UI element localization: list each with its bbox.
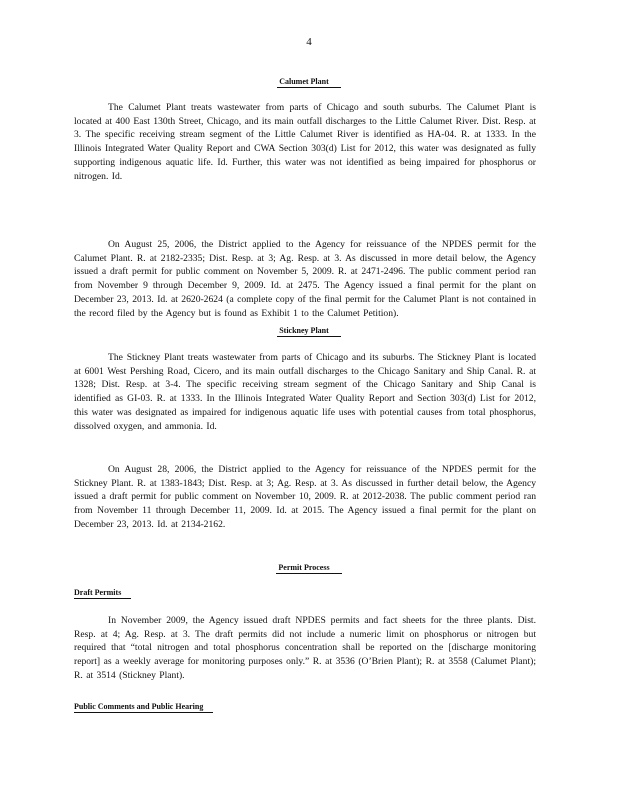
paragraph-calumet-2: On August 25, 2006, the District applied to the Agency for reissuance of the NPDES permit for the Calumet Plant. R. at 2182-2335; Dist. Resp. at 3; Ag. Resp. at 3. As discussed in more detail below, the Agency issued a draft permit for public comment on November 5, 2009. R. at 2471-2496. The public comment period ran from November 9 through December 9, 2009. Id. at 2475. The Agency issued a final permit for the plant on December 23, 2013. Id. at 2620-2624 (a complete copy of the final permit for the Calumet Plant is not contained in the record filed by the Agency but is found as Exhibit 1 to the Calumet Petition). (74, 239, 536, 319)
paragraph-calumet-1: The Calumet Plant treats wastewater from parts of Chicago and south suburbs. The Calumet Plant is located at 400 East 130th Street, Chicago, and its main outfall discharges to the Little Calumet River. Dist. Resp. at 3. The specific receiving stream segment of the Little Calumet River is identified as HA-04. R. at 1333. In the Illinois Integrated Water Quality Report and CWA Section 303(d) List for 2012, this water was designated as fully supporting indigenous aquatic life. Id. Further, this water was not identified as being impaired for phosphorus or nitrogen. Id. (74, 102, 536, 182)
heading-text: Calumet Plant (277, 77, 341, 88)
heading-text: Public Comments and Public Hearing (74, 702, 213, 713)
section-heading-stickney (0, 326, 618, 335)
page-number: 4 (306, 36, 312, 48)
paragraph-draft-permits-1: In November 2009, the Agency issued draft NPDES permits and fact sheets for the three plants. Dist. Resp. at 4; Ag. Resp. at 3. The draft permits did not include a numeric limit on phosphorus or nitrogen but required that “total nitrogen and total phosphorus concentration shall be reported on the [discharge monitoring report] as a weekly average for monitoring purposes only.” R. at 3536 (O’Brien Plant); R. at 3558 (Calumet Plant); R. at 3514 (Stickney Plant). (74, 615, 536, 681)
subheading-draft-permits (74, 588, 131, 597)
heading-text: Draft Permits (74, 588, 131, 599)
section-heading-permit-process (0, 563, 618, 572)
paragraph-stickney-2: On August 28, 2006, the District applied to the Agency for reissuance of the NPDES permit for the Stickney Plant. R. at 1383-1843; Dist. Resp. at 3; Ag. Resp. at 3. As discussed in further detail below, the Agency issued a draft permit for public comment on November 10, 2009. R. at 2012-2038. The public comment period ran from November 11 through December 11, 2009. Id. at 2015. The Agency issued a final permit for the plant on December 23, 2013. Id. at 2134-2162. (74, 464, 536, 530)
paragraph-stickney-1: The Stickney Plant treats wastewater from parts of Chicago and its suburbs. The Stickney Plant is located at 6001 West Pershing Road, Cicero, and its main outfall discharges to the Chicago Sanitary and Ship Canal. R. at 1328; Dist. Resp. at 3-4. The specific receiving stream segment of the Chicago Sanitary and Ship Canal is identified as GI-03. R. at 1333. In the Illinois Integrated Water Quality Report and Section 303(d) List for 2012, this water was designated as impaired for indigenous aquatic life uses with potential causes from total phosphorus, dissolved oxygen, and ammonia. Id. (74, 352, 536, 432)
heading-text: Permit Process (276, 563, 341, 574)
subheading-public-comments (74, 702, 213, 711)
heading-text: Stickney Plant (277, 326, 341, 337)
section-heading-calumet (0, 77, 618, 86)
